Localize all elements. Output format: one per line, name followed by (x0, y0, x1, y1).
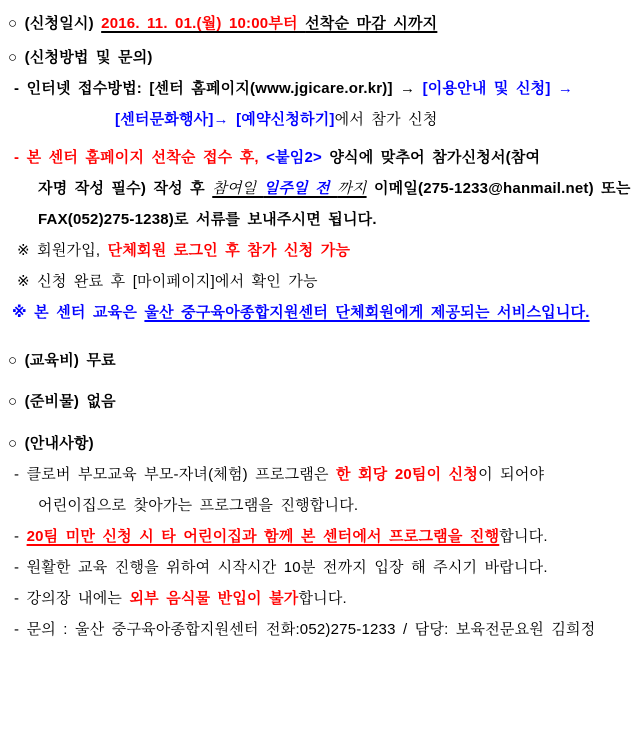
guide-food-post: 합니다. (298, 590, 347, 607)
note-membership-pre: ※ 회원가입, (17, 242, 108, 259)
homepage-note-red: 본 센터 홈페이지 선착순 접수 후, (26, 149, 267, 166)
line-homepage-note-cont1 (8, 179, 630, 199)
contact-text: - 문의 : 울산 중구육아종합지원센터 전화:052)275-1233 / 담당: 보육전문요원 김희정 (14, 621, 596, 638)
line-supplies (8, 392, 630, 412)
line-note-service (8, 303, 630, 323)
line-note-membership (8, 241, 630, 261)
line-guide-food (8, 589, 630, 609)
note-cont2-text: FAX(052)275-1238)로 서류를 보내주시면 됩니다. (38, 211, 377, 228)
apply-method-header-text: ○ (신청방법 및 문의) (8, 49, 153, 66)
line-contact (8, 620, 630, 640)
line-guide-teams (8, 465, 630, 485)
internet-method-menu: [이용안내 및 신청] → (422, 80, 574, 97)
fee-text: ○ (교육비) 무료 (8, 352, 116, 369)
internet-method-text: - 인터넷 접수방법: [센터 홈페이지(www.jgicare.or.kr)] → (14, 80, 423, 97)
guide-header-text: ○ (안내사항) (8, 435, 94, 452)
guide-food-red: 외부 음식물 반입이 불가 (129, 590, 299, 607)
line-guide-teams-cont (8, 496, 630, 516)
supplies-text: ○ (준비물) 없음 (8, 393, 116, 410)
line-guide-under20 (8, 527, 630, 547)
deadline-part1: 참여일 (212, 180, 264, 197)
line-note-mypage (8, 272, 630, 292)
note-mypage-text: ※ 신청 완료 후 [마이페이지]에서 확인 가능 (17, 273, 318, 290)
line-guide-entry (8, 558, 630, 578)
line-homepage-note (8, 148, 630, 168)
line-internet-method (8, 79, 630, 99)
guide-teams-pre: - 클로버 부모교육 부모-자녀(체험) 프로그램은 (14, 466, 337, 483)
menu-path-links: [센터문화행사]→ [예약신청하기] (115, 111, 335, 128)
guide-under20-red: 20팀 미만 신청 시 타 어린이집과 함께 본 센터에서 프로그램을 진행 (26, 528, 500, 545)
menu-path-rest: 에서 참가 신청 (334, 111, 438, 128)
apply-datetime-date: 2016. 11. 01.(월) 10:00부터 (101, 15, 306, 32)
guide-teams-cont-text: 어린이집으로 찾아가는 프로그램을 진행합니다. (38, 497, 359, 514)
guide-teams-post: 이 되어야 (478, 466, 545, 483)
homepage-note-rest: 양식에 맞추어 참가신청서(참여 (329, 149, 541, 166)
line-menu-path (8, 110, 630, 130)
line-apply-datetime (8, 14, 630, 34)
homepage-note-dash: - (14, 149, 27, 166)
apply-datetime-rest: 선착순 마감 시까지 (305, 15, 438, 32)
note-service-pre: ※ 본 센터 교육은 (12, 304, 145, 321)
guide-under20-post: 합니다. (499, 528, 548, 545)
note-cont1-post: 이메일(275-1233@hanmail.net) 또는 (366, 180, 631, 197)
line-homepage-note-cont2 (8, 210, 630, 230)
note-cont1-pre: 자명 작성 필수) 작성 후 (38, 180, 213, 197)
apply-datetime-label: ○ (신청일시) (8, 15, 102, 32)
guide-teams-red: 한 회당 20팀이 신청 (336, 466, 479, 483)
note-service-underlined: 울산 중구육아종합지원센터 단체회원에게 제공되는 서비스입니다. (144, 304, 590, 321)
guide-entry-text: - 원활한 교육 진행을 위하여 시작시간 10분 전까지 입장 해 주시기 바랍니다. (14, 559, 548, 576)
line-guide-header (8, 434, 630, 454)
line-apply-method-header (8, 48, 630, 68)
guide-under20-dash: - (14, 528, 27, 545)
apply-datetime-value (101, 15, 437, 32)
deadline-part3: 까지 (337, 180, 367, 197)
homepage-note-attachment: <붙임2> (266, 149, 330, 166)
guide-food-pre: - 강의장 내에는 (14, 590, 130, 607)
deadline-part2: 일주일 전 (263, 180, 338, 197)
note-membership-red: 단체회원 로그인 후 참가 신청 가능 (107, 242, 351, 259)
line-fee (8, 351, 630, 371)
note-cont1-deadline (212, 180, 366, 197)
